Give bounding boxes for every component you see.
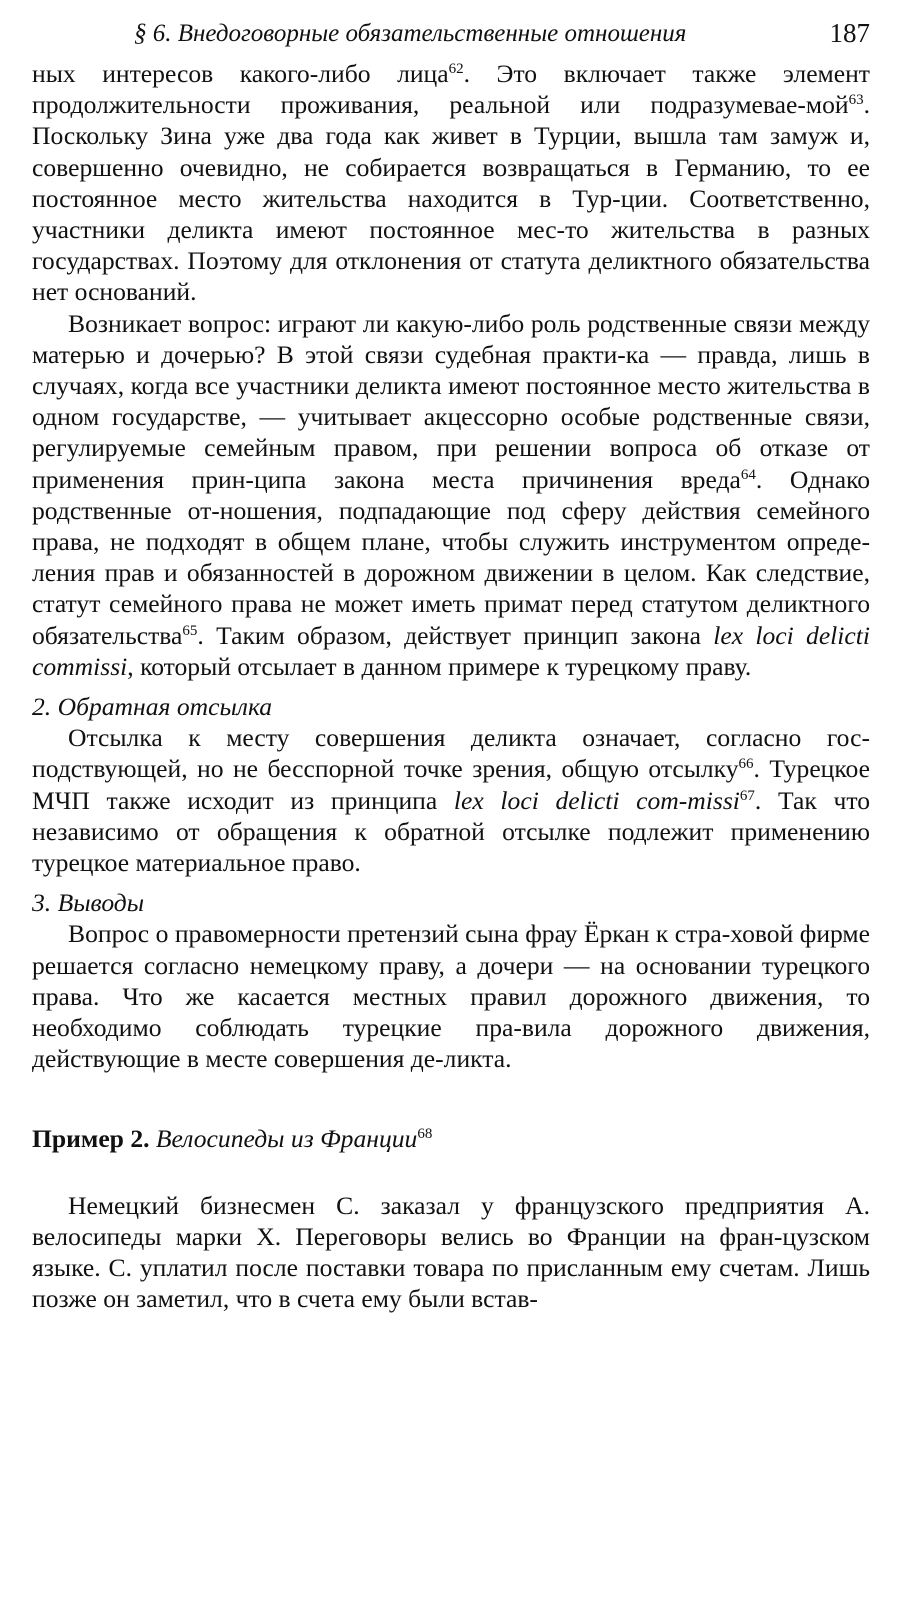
latin-term: lex loci delicti com-missi (453, 785, 740, 815)
latin-term: lex loci delicti commissi (32, 620, 870, 681)
example-heading (32, 1123, 870, 1154)
paragraph-renvoi (32, 722, 870, 878)
book-page (32, 18, 870, 1315)
text-run: . Турецкое МЧП также исходит из принципа (32, 754, 870, 815)
footnote-ref-64: 64 (740, 466, 756, 483)
text-run: Возникает вопрос: играют ли какую-либо роль родственные связи между матерью и дочерью? В этой связи судебная практи-ка — правда, лишь в случаях, когда все участники деликта имеют постоянное место жительства в одном государстве, — учитывает акцессорно особые родственные связи, регулируемые семейным правом, при решении вопроса об отказе от применения прин-ципа закона места причинения вреда (32, 308, 870, 494)
running-header-title: § 6. Внедоговорные обязательственные отношения (134, 20, 687, 47)
example-name: Велосипеды из Франции (155, 1123, 418, 1153)
paragraph-residence (32, 58, 870, 308)
paragraph-family-ties (32, 308, 870, 682)
footnote-ref-67: 67 (739, 787, 755, 804)
paragraph-example-bicycles: Немецкий бизнесмен С. заказал у французского предприятия А. велосипеды марки X. Переговоры велись во Франции на фран-цузском языке. С. уплатил после поставки товара по присланным ему счетам. Лишь позже он заметил, что в счета ему были встав- (32, 1190, 870, 1314)
section-heading-renvoi: 2. Обратная отсылка (32, 692, 273, 722)
text-run: . Это включает также элемент продолжительности проживания, реальной или подразумевае-мой (32, 59, 870, 120)
text-run: ных интересов какого-либо лица (32, 59, 449, 88)
text-run: . Так что независимо от обращения к обратной отсылке подлежит применению турецкое материальное право. (32, 785, 870, 878)
text-run: . Однако родственные от-ношения, подпадающие под сферу действия семейного права, не подходят в общем плане, чтобы служить инструментом опреде-ления прав и обязанностей в дорожном движении в целом. Как следствие, статут семейного права не может иметь примат перед статутом деликтного обязательства (32, 464, 871, 650)
footnote-ref-62: 62 (448, 61, 464, 77)
text-run: Отсылка к месту совершения деликта означает, согласно гос-подствующей, но не бесспорной точке зрения, общую отсылку (32, 723, 870, 784)
footnote-ref-68: 68 (417, 1125, 433, 1142)
paragraph-conclusions: Вопрос о правомерности претензий сына фрау Ёркан к стра-ховой фирме решается согласно немецкому праву, а дочери — на основании турецкого права. Что же касается местных правил дорожного движения, то необходимо соблюдать турецкие пра-вила дорожного движения, действующие в месте совершения де-ликта. (32, 919, 870, 1074)
page-number: 187 (829, 18, 870, 48)
footnote-ref-65: 65 (182, 622, 198, 639)
text-run: , который отсылает в данном примере к турецкому праву. (127, 651, 752, 681)
text-run: . Поскольку Зина уже два года как живет в Турции, вышла там замуж и, совершенно очевидно, не собирается возвращаться в Германию, то ее постоянное место жительства находится в Тур-ции. Соответственно, участники деликта имеют постоянное мес-то жительства в разных государствах. Поэтому для отклонения от статута деликтного обязательства нет оснований. (32, 90, 870, 307)
section-heading-conclusions: 3. Выводы (32, 888, 145, 918)
footnote-ref-63: 63 (848, 92, 864, 109)
footnote-ref-66: 66 (738, 756, 754, 773)
text-run: . Таким образом, действует принцип закона (197, 620, 714, 650)
example-label: Пример 2. (32, 1123, 150, 1153)
running-header (32, 18, 870, 58)
